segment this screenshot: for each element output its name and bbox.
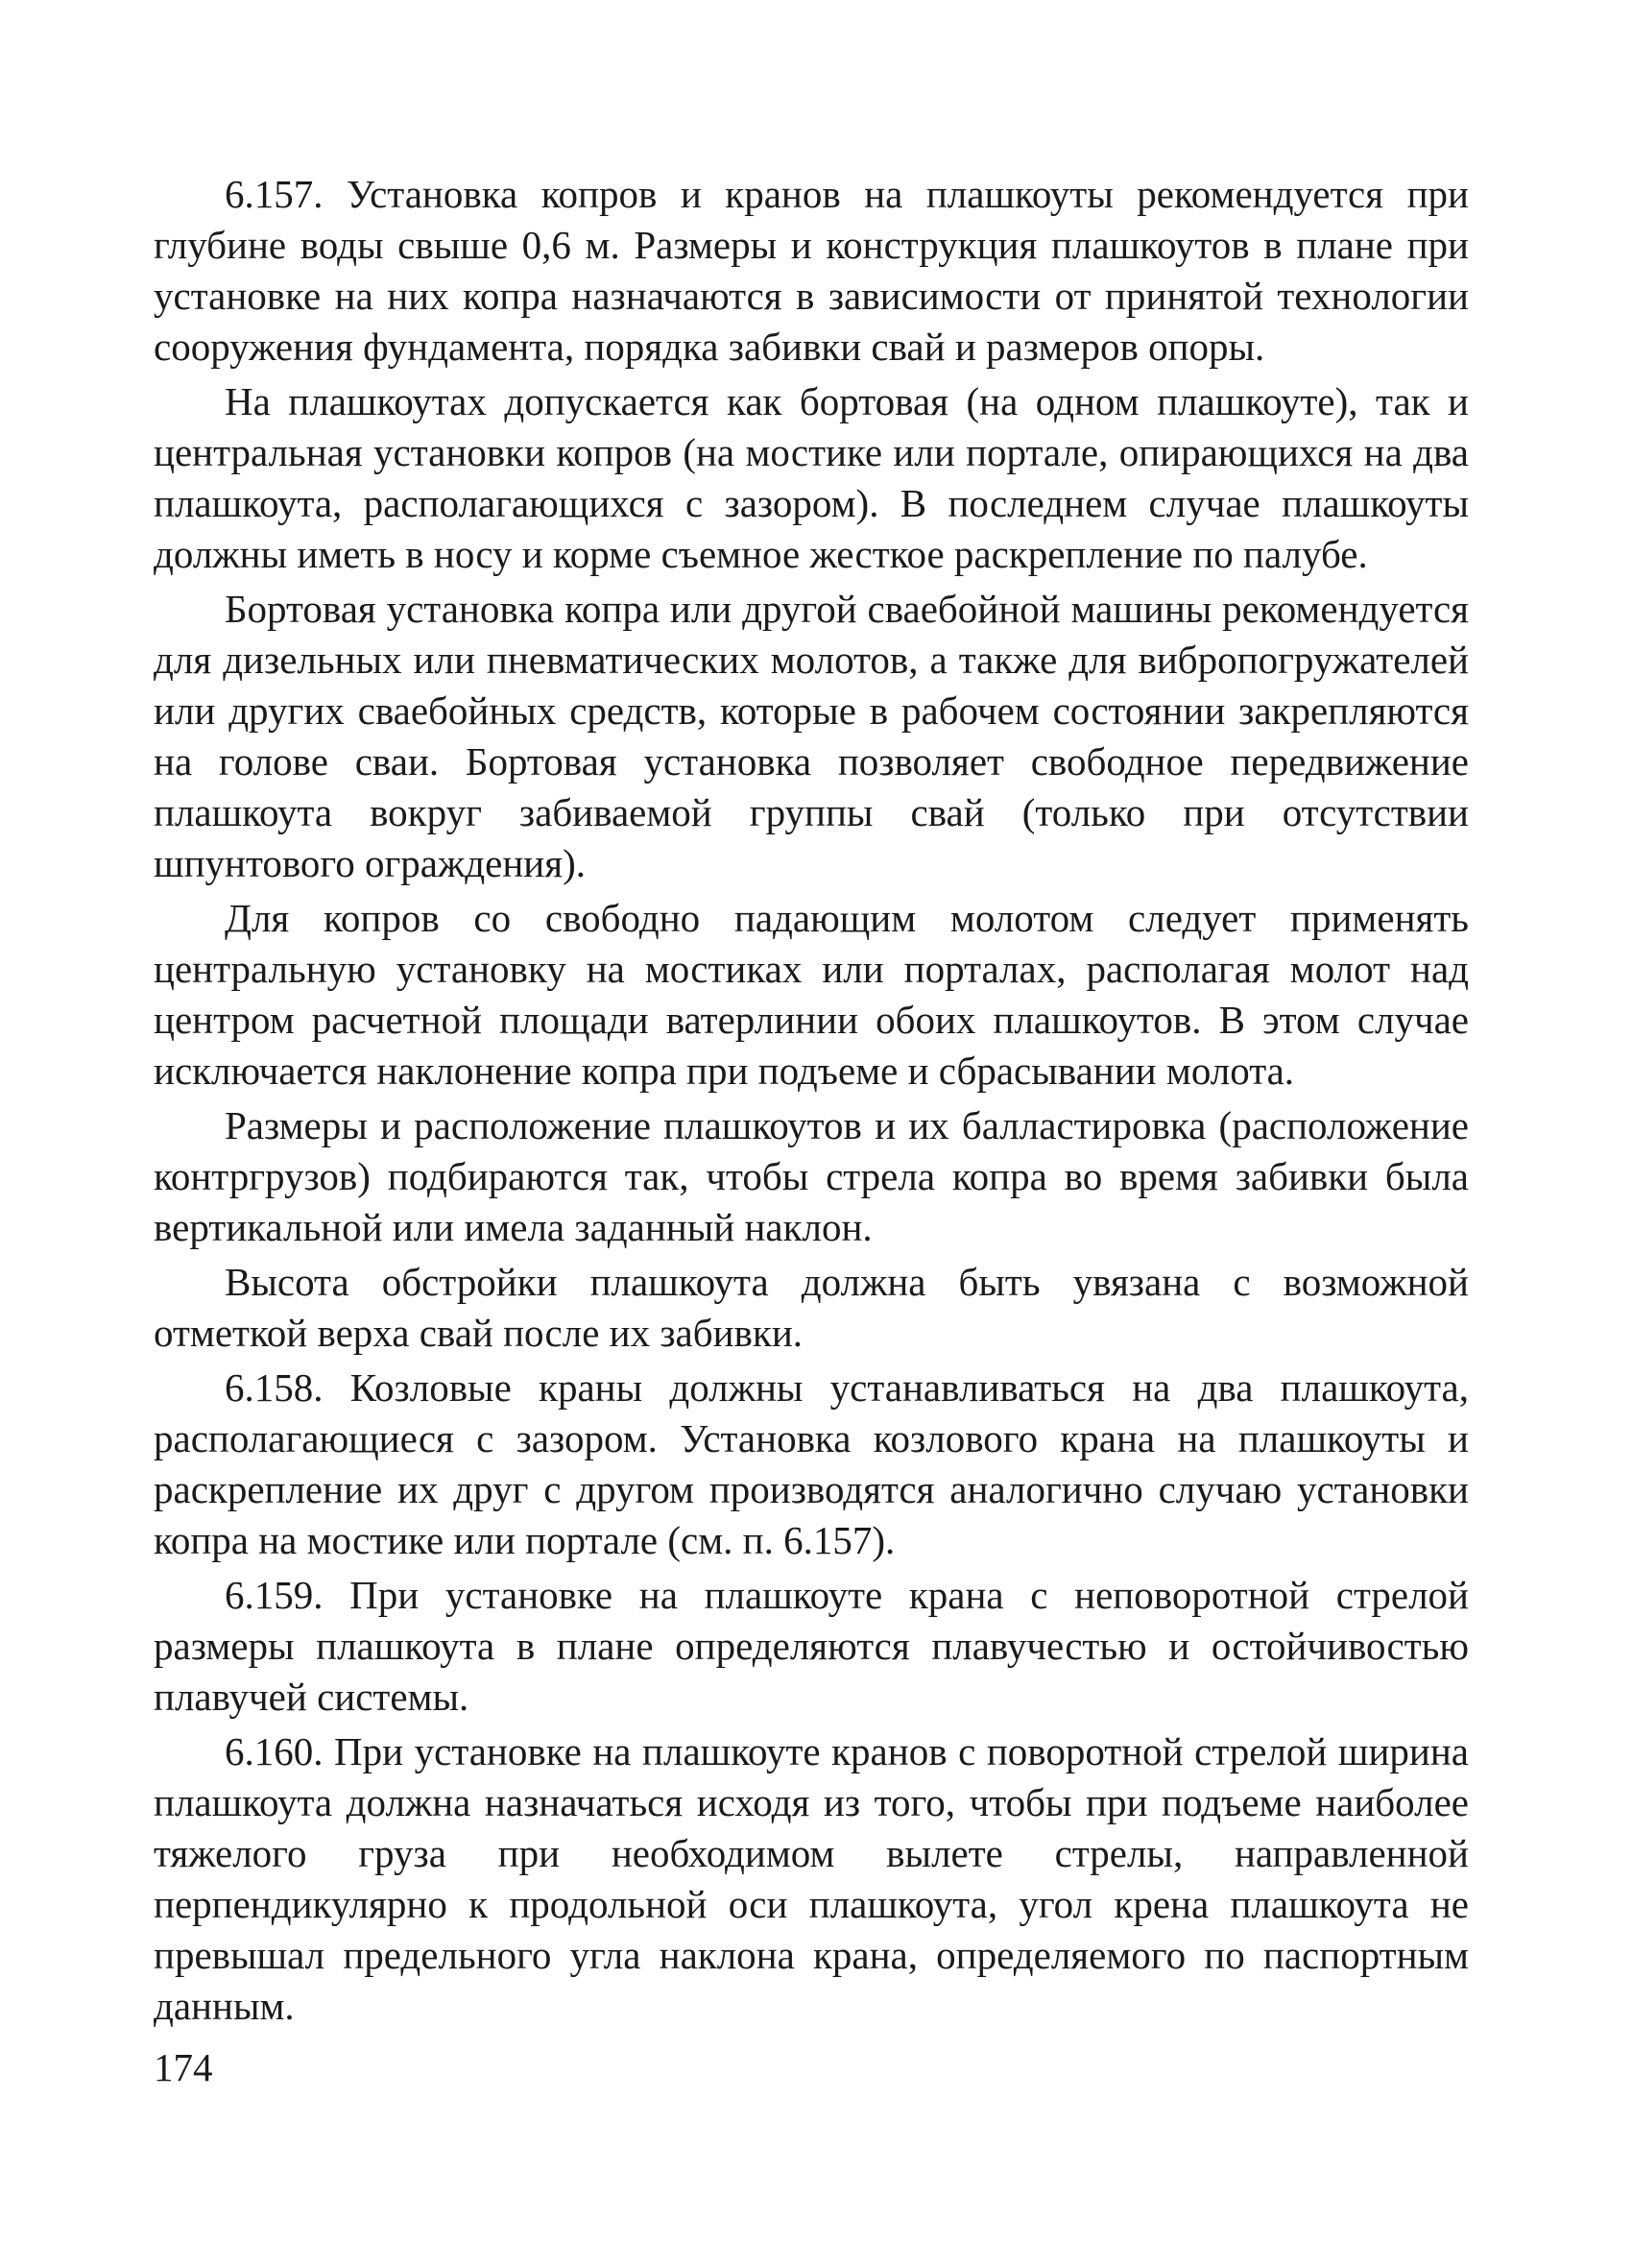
paragraph-6-160: 6.160. При установке на плашкоуте кранов с поворотной стрелой ширина плашкоута должна назначаться исходя из того, чтобы при подъеме наиболее тяжелого груза при необходимом вылете стрелы, направленной перпендикулярно к продольной оси плашкоута, угол крена плашкоута не превышал предельного угла наклона крана, определяемого по паспортным данным. xyxy=(154,1729,1469,2028)
paragraph-board-installation: Бортовая установка копра или другой сваебойной машины рекомендуется для дизельных или пневматических молотов, а также для вибропогружателей или других сваебойных средств, которые в рабочем состоянии закрепляются на голове сваи. Бортовая установка позволяет свободное передвижение плашкоута вокруг забиваемой группы свай (только при отсутствии шпунтового ограждения). xyxy=(154,587,1469,885)
paragraph-superstructure-height: Высота обстройки плашкоута должна быть увязана с возможной отметкой верха свай после их забивки. xyxy=(154,1260,1469,1355)
page-number: 174 xyxy=(154,2045,213,2089)
paragraph-board-central-installation: На плашкоутах допускается как бортовая (на одном плашкоуте), так и центральная установки копров (на мостике или портале, опирающихся на два плашкоута, располагающихся с зазором). В последнем случае плашкоуты должны иметь в носу и корме съемное жесткое раскрепление по палубе. xyxy=(154,379,1469,576)
paragraph-6-158: 6.158. Козловые краны должны устанавливаться на два плашкоута, располагающиеся с зазором. Установка козлового крана на плашкоуты и раскрепление их друг с другом производятся аналогично случаю установки копра на мостике или портале (см. п. 6.157). xyxy=(154,1365,1469,1562)
paragraph-6-159: 6.159. При установке на плашкоуте крана с неповоротной стрелой размеры плашкоута в плане определяются плавучестью и остойчивостью плавучей системы. xyxy=(154,1573,1469,1719)
paragraph-free-fall-hammer: Для копров со свободно падающим молотом следует применять центральную установку на мостиках или порталах, располагая молот над центром расчетной площади ватерлинии обоих плашкоутов. В этом случае исключается наклонение копра при подъеме и сбрасывании молота. xyxy=(154,896,1469,1093)
paragraph-6-157: 6.157. Установка копров и кранов на плашкоуты рекомендуется при глубине воды свыше 0,6 м. Размеры и конструкция плашкоутов в плане при установке на них копра назначаются в зависимости от принятой технологии сооружения фундамента, порядка забивки свай и размеров опоры. xyxy=(154,172,1469,369)
paragraph-ballast: Размеры и расположение плашкоутов и их балластировка (расположение контргрузов) подбираются так, чтобы стрела копра во время забивки была вертикальной или имела заданный наклон. xyxy=(154,1103,1469,1249)
body-text xyxy=(154,169,1469,2036)
